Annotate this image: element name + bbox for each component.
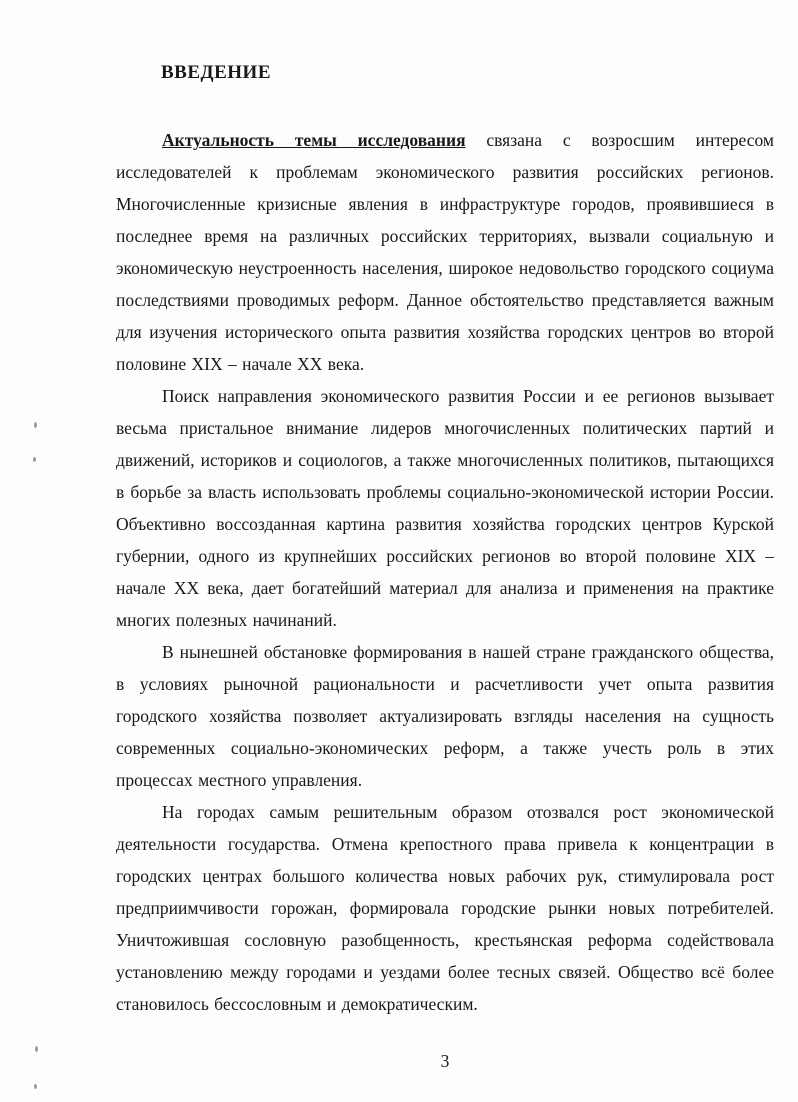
- scan-artifact: [34, 1084, 37, 1089]
- scan-artifact: [35, 1046, 38, 1052]
- paragraph-4: На городах самым решительным образом отозвался рост экономической деятельности государства. Отмена крепостного права привела к концентрации в городских центрах большого количества новых рабочих рук, стимулировала рост предприимчивости горожан, формировала городские рынки новых потребителей. Уничтожившая сословную разобщенность, крестьянская реформа содействовала установлению между городами и уездами более тесных связей. Общество всё более становилось бессословным и демократическим.: [116, 802, 774, 1014]
- paragraph-intro: [116, 124, 774, 380]
- scan-artifact: [34, 422, 37, 428]
- scan-artifact: [33, 457, 36, 462]
- paragraph-intro-text: связана с возросшим интересом исследователей к проблемам экономического развития российских регионов. Многочисленные кризисные явления в инфраструктуре городов, проявившиеся в последнее время на различных российских территориях, вызвали социальную и экономическую неустроенность населения, широкое недовольство городского социума последствиями проводимых реформ. Данное обстоятельство представляется важным для изучения исторического опыта развития хозяйства городских центров во второй половине XIX – начале XX века.: [116, 130, 774, 374]
- page-title: ВВЕДЕНИЕ: [161, 62, 271, 83]
- paragraph-3: В нынешней обстановке формирования в нашей стране гражданского общества, в условиях рыночной рациональности и расчетливости учет опыта развития городского хозяйства позволяет актуализировать взгляды населения на сущность современных социально-экономических реформ, а также учесть роль в этих процессах местного управления.: [116, 642, 774, 790]
- paragraph-intro-lead: Актуальность темы исследования: [162, 130, 466, 150]
- page-number: 3: [440, 1051, 450, 1071]
- paragraph-2: Поиск направления экономического развития России и ее регионов вызывает весьма пристальное внимание лидеров многочисленных политических партий и движений, историков и социологов, а также многочисленных политиков, пытающихся в борьбе за власть использовать проблемы социально-экономической истории России. Объективно воссозданная картина развития хозяйства городских центров Курской губернии, одного из крупнейших российских регионов во второй половине XIX – начале XX века, дает богатейший материал для анализа и применения на практике многих полезных начинаний.: [116, 386, 774, 630]
